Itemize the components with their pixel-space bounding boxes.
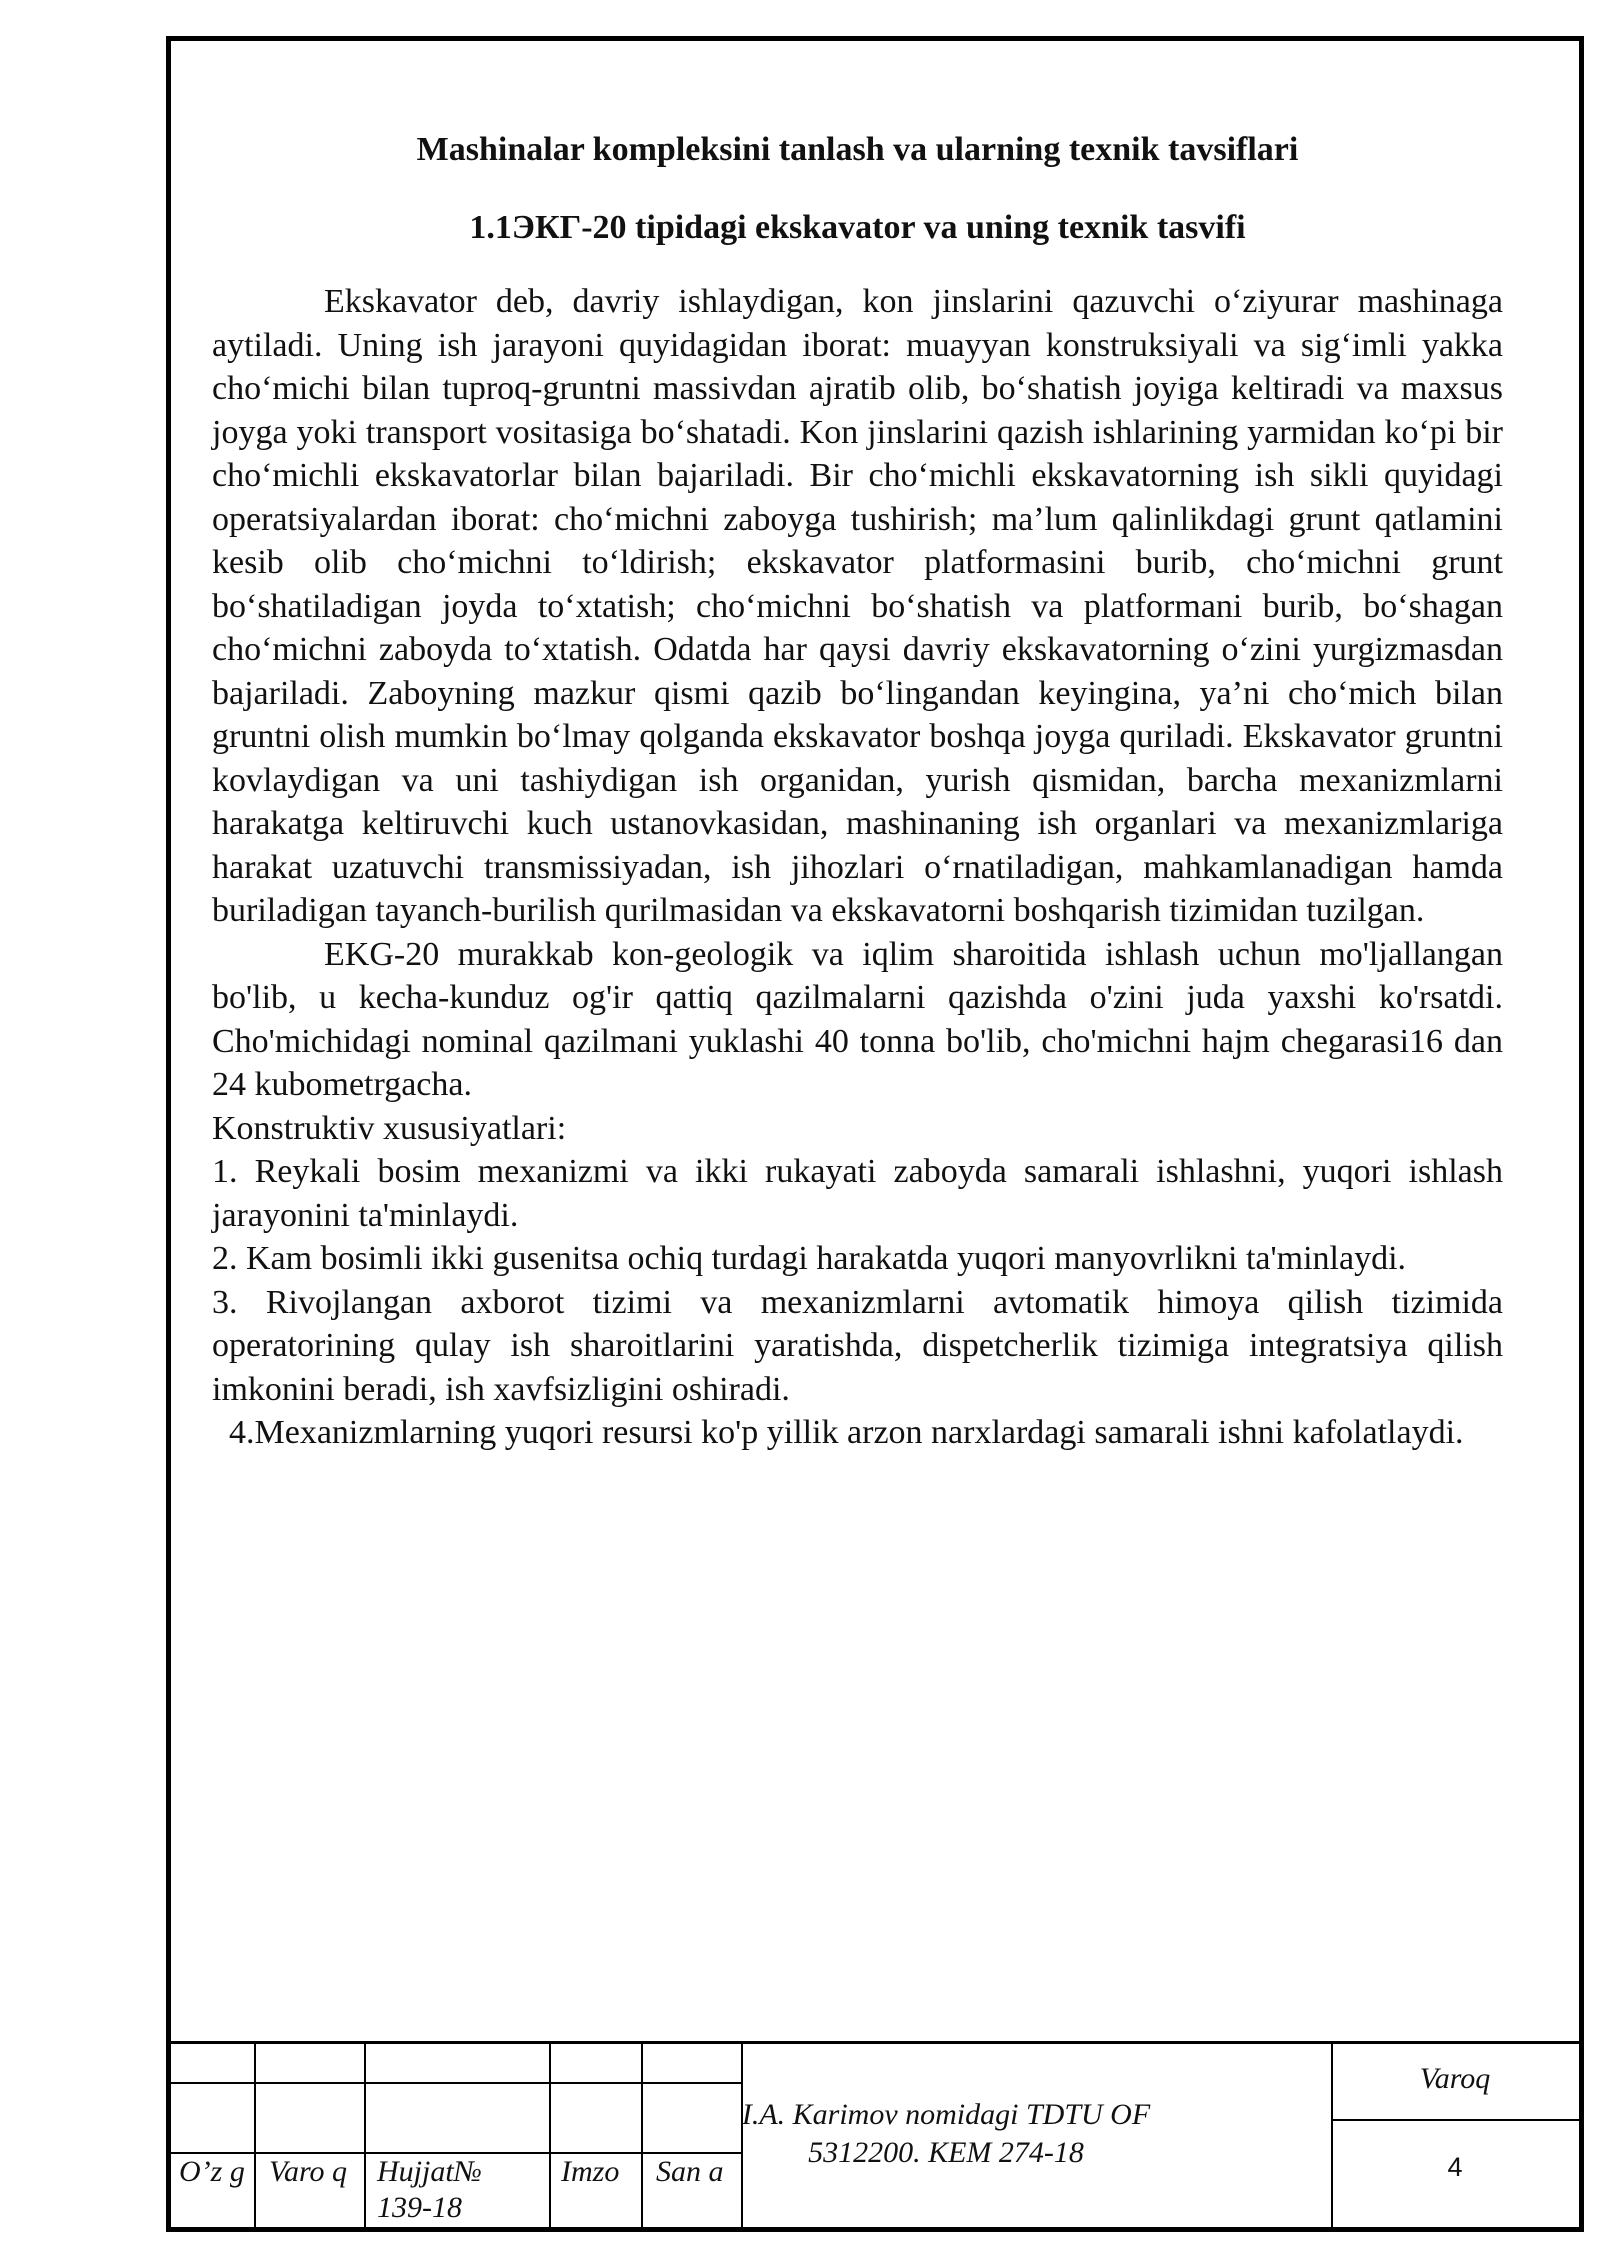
ekg-paragraph: EKG-20 murakkab kon-geologik va iqlim sharoitida ishlash uchun mo'ljallangan bo'lib, u kecha-kunduz og'ir qattiq qazilmalarni qazishda o'zini juda yaxshi ko'rsatdi. Cho'michidagi nominal qazilmani yuklashi 40 tonna bo'lib, cho'michni hajm chegarasi16 dan 24 kubometrgacha. (212, 935, 1503, 1103)
stamp-grid-line (1331, 2119, 1579, 2121)
organization-code: I.A. Karimov nomidagi TDTU OF 5312200. KEM 274-18 (741, 2098, 1151, 2169)
feature-item-2: 2. Kam bosimli ikki gusenitsa ochiq turdagi harakatda yuqori manyovrlikni ta'minlaydi. (212, 1240, 1407, 1277)
page-number: 4 (1447, 2152, 1463, 2182)
stamp-col-signature: Imzo (561, 2155, 620, 2188)
stamp-grid-line (254, 2044, 256, 2230)
stamp-grid-line (549, 2044, 551, 2230)
stamp-grid-line (171, 2082, 741, 2084)
feature-item-1: 1. Reykali bosim mexanizmi va ikki rukayati zaboyda samarali ishlashni, yuqori ishlash jarayonini ta'minlaydi. (212, 1153, 1503, 1234)
stamp-col-sheet: Varo q (269, 2155, 348, 2188)
features-heading: Konstruktiv xususiyatlari: (212, 1109, 567, 1147)
intro-paragraph: Ekskavator deb, davriy ishlaydigan, kon jinslarini qazuvchi o‘ziyurar mashinaga aytiladi. Uning ish jarayoni quyidagidan iborat: muayyan konstruksiyali va sig‘imli yakka cho‘michi bilan tuproq-gruntni massivdan ajratib olib, bo‘shatish joyiga keltiradi va maxsus joyga yoki transport vositasiga bo‘shatadi. Kon jinslarini qazish ishlarining yarmidan ko‘pi bir cho‘michli ekskavatorlar bilan bajariladi. Bir cho‘michli ekskavatorning ish sikli quyidagi operatsiyalardan iborat: cho‘michni zaboyga tushirish; ma’lum qalinlikdagi grunt qatlamini kesib olib cho‘michni to‘ldirish; ekskavator platformasini burib, cho‘michni grunt bo‘shatiladigan joyda to‘xtatish; cho‘michni bo‘shatish va platformani burib, bo‘shagan cho‘michni zaboyda to‘xtatish. Odatda har qaysi davriy ekskavatorning o‘zini yurgizmasdan bajariladi. Zaboyning mazkur qismi qazib bo‘lingandan keyingina, ya’ni cho‘mich bilan gruntni olish mumkin bo‘lmay qolganda ekskavator boshqa joyga quriladi. Ekskavator gruntni kovlaydigan va uni tashiydigan ish organidan, yurish qismidan, barcha mexanizmlarni harakatga keltiruvchi kuch ustanovkasidan, mashinaning ish organlari va mexanizmlariga harakat uzatuvchi transmissiyadan, ish jihozlari o‘rnatiladigan, mahkamlanadigan hamda buriladigan tayanch-burilish qurilmasidan va ekskavatorni boshqarish tizimidan tuzilgan. (212, 283, 1503, 929)
feature-item-3: 3. Rivojlangan axborot tizimi va mexanizmlarni avtomatik himoya qilish tizimida operatorining qulay ish sharoitlarini yaratishda, dispetcherlik tizimiga integratsiya qilish imkonini beradi, ish xavfsizligini oshiradi. (212, 1283, 1503, 1408)
stamp-col-changes: O’z g (179, 2155, 245, 2188)
stamp-col-date: San a (656, 2155, 724, 2188)
stamp-grid-line (364, 2044, 366, 2230)
title-block-stamp (171, 2041, 1579, 2230)
section-heading: 1.1ЭКГ-20 tipidagi ekskavator va uning texnik tasvifi (469, 209, 1246, 246)
stamp-grid-line (641, 2044, 643, 2230)
stamp-col-document: Hujjat№ 139-18 (377, 2155, 482, 2224)
document-body (212, 128, 1503, 1455)
feature-item-4: 4.Mexanizmlarning yuqori resursi ko'p yillik arzon narxlardagi samarali ishni kafolatlaydi. (229, 1414, 1464, 1451)
sheet-label: Varoq (1419, 2062, 1491, 2095)
document-title: Mashinalar kompleksini tanlash va ularning texnik tavsiflari (416, 131, 1299, 168)
